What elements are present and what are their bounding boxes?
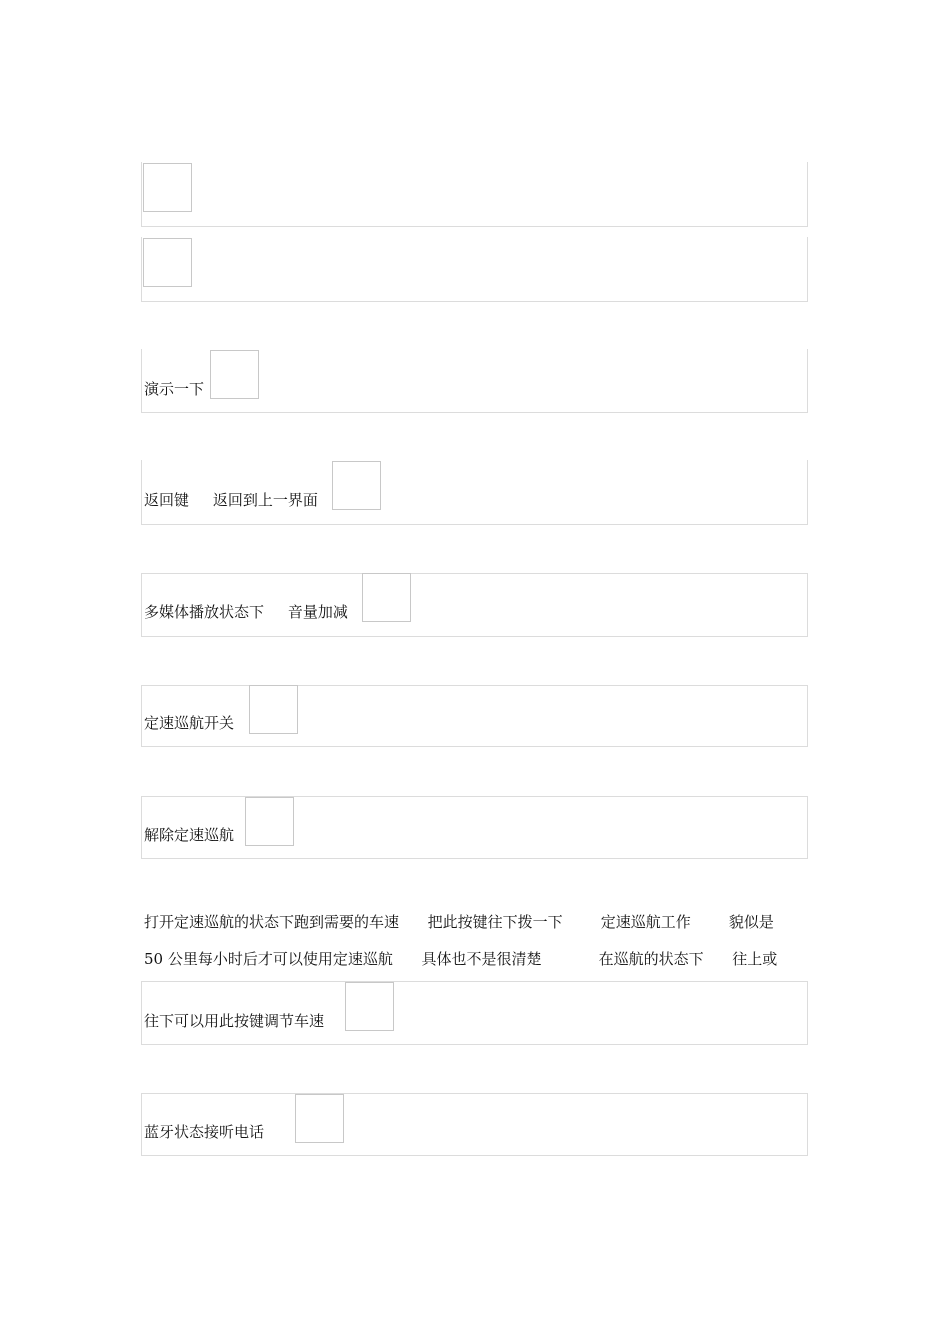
image-placeholder-4	[332, 461, 381, 510]
image-placeholder-3	[210, 350, 259, 399]
paragraph-line-2: 50 公里每小时后才可以使用定速巡航 具体也不是很清楚 在巡航的状态下 往上或	[144, 950, 778, 968]
volume-label: 多媒体播放状态下 音量加减	[144, 603, 348, 621]
image-placeholder-9	[295, 1094, 344, 1143]
bluetooth-label: 蓝牙状态接听电话	[144, 1123, 265, 1141]
speed-adjust-label: 往下可以用此按键调节车速	[144, 1012, 325, 1030]
demo-label: 演示一下	[144, 380, 205, 398]
image-panel-2	[141, 237, 808, 302]
image-placeholder-6	[249, 685, 298, 734]
back-key-label: 返回键 返回到上一界面	[144, 491, 318, 509]
image-placeholder-5	[362, 573, 411, 622]
cruise-cancel-label: 解除定速巡航	[144, 826, 235, 844]
image-placeholder-2	[143, 238, 192, 287]
cruise-cancel-panel	[141, 796, 808, 859]
image-placeholder-1	[143, 163, 192, 212]
image-panel-1	[141, 162, 808, 227]
cruise-switch-panel	[141, 685, 808, 747]
image-placeholder-7	[245, 797, 294, 846]
cruise-switch-label: 定速巡航开关	[144, 714, 235, 732]
image-placeholder-8	[345, 982, 394, 1031]
paragraph-line-1: 打开定速巡航的状态下跑到需要的车速 把此按键往下拨一下 定速巡航工作 貌似是	[144, 913, 774, 931]
